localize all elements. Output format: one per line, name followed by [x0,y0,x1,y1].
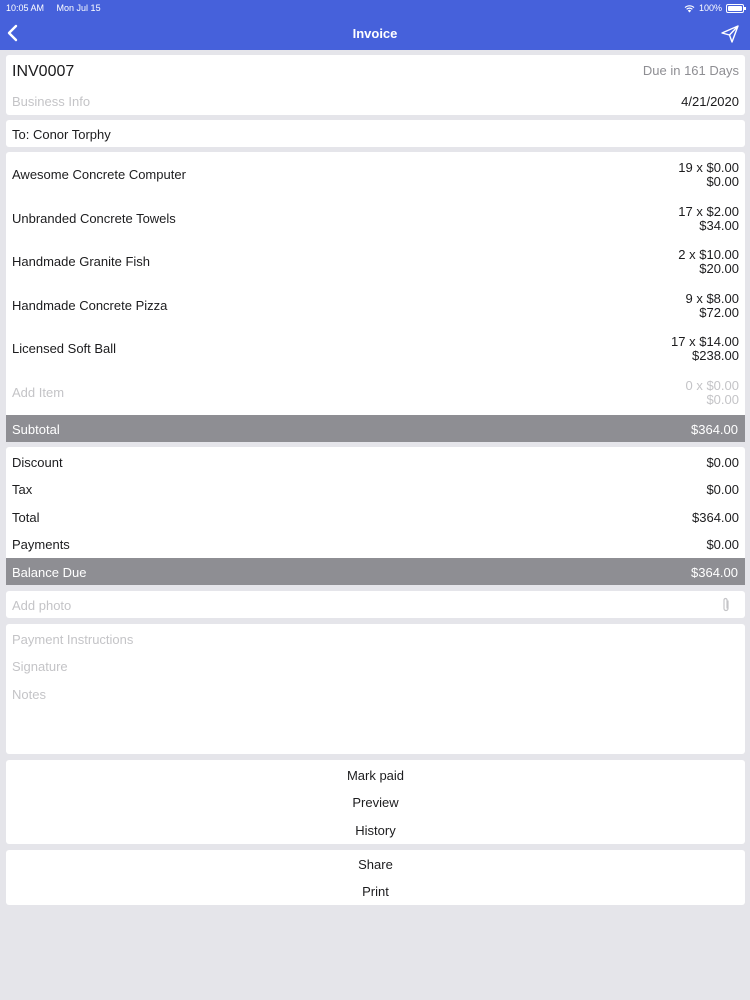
discount-row[interactable] [12,455,739,470]
invoice-date[interactable]: 4/21/2020 [681,94,739,109]
tax-row[interactable] [12,482,739,497]
item-name: Awesome Concrete Computer [12,167,186,182]
payment-instructions-field[interactable]: Payment Instructions [12,632,134,647]
item-name: Licensed Soft Ball [12,341,117,356]
add-item-row[interactable] [12,375,739,415]
balance-due-bar [6,558,745,585]
extras-card [6,624,745,754]
tax-label: Tax [12,482,33,497]
battery-percent: 100% [698,3,722,13]
item-amount: $72.00 [699,305,739,320]
item-name: Unbranded Concrete Towels [12,211,176,226]
due-label: Due in 161 Days [642,63,739,78]
total-value: $364.00 [692,510,739,525]
add-item-amount: $0.00 [706,392,739,407]
share-card [6,850,745,905]
discount-label: Discount [12,455,63,470]
item-amount: $0.00 [706,174,739,189]
mark-paid-button[interactable]: Mark paid [346,768,405,783]
battery-icon [726,4,744,13]
item-amount: $20.00 [699,261,739,276]
line-item[interactable] [12,157,739,197]
send-icon[interactable] [720,24,740,44]
subtotal-bar [6,415,745,442]
item-qty: 17 x $14.00 [671,334,739,349]
invoice-header-card [6,55,745,115]
item-name: Handmade Concrete Pizza [12,298,168,313]
add-photo-label: Add photo [12,598,72,613]
add-photo-row[interactable] [6,591,745,618]
subtotal-label: Subtotal [12,422,60,437]
client-name: To: Conor Torphy [12,127,111,142]
item-qty: 19 x $0.00 [678,160,739,175]
line-item[interactable] [12,201,739,241]
line-item[interactable] [12,288,739,328]
total-label: Total [12,510,40,525]
item-amount: $238.00 [692,348,739,363]
history-button[interactable]: History [355,823,396,838]
add-item-label: Add Item [12,385,65,400]
line-item[interactable] [12,331,739,371]
balance-due-value: $364.00 [691,565,738,580]
wifi-icon [684,4,695,13]
line-item[interactable] [12,244,739,284]
item-amount: $34.00 [699,218,739,233]
payments-row[interactable] [12,537,739,552]
balance-due-label: Balance Due [12,565,87,580]
business-info-field[interactable]: Business Info [12,94,91,109]
actions-card [6,760,745,844]
add-item-qty: 0 x $0.00 [685,378,739,393]
status-date: Mon Jul 15 [56,3,101,13]
item-qty: 2 x $10.00 [678,247,739,262]
notes-field[interactable]: Notes [12,687,46,702]
status-bar [0,0,750,16]
item-qty: 17 x $2.00 [678,204,739,219]
preview-button[interactable]: Preview [352,795,399,810]
payments-label: Payments [12,537,70,552]
item-name: Handmade Granite Fish [12,254,151,269]
paperclip-icon [721,597,731,613]
payments-value: $0.00 [706,537,739,552]
tax-value: $0.00 [706,482,739,497]
nav-bar [0,0,750,50]
page-title: Invoice [352,26,398,41]
discount-value: $0.00 [706,455,739,470]
signature-field[interactable]: Signature [12,659,68,674]
status-time: 10:05 AM [6,3,45,13]
invoice-number[interactable]: INV0007 [12,63,75,80]
total-row [12,510,739,525]
item-qty: 9 x $8.00 [685,291,739,306]
client-card[interactable] [6,120,745,147]
share-button[interactable]: Share [358,857,393,872]
items-card [6,152,745,442]
print-button[interactable]: Print [362,884,389,899]
subtotal-value: $364.00 [691,422,738,437]
